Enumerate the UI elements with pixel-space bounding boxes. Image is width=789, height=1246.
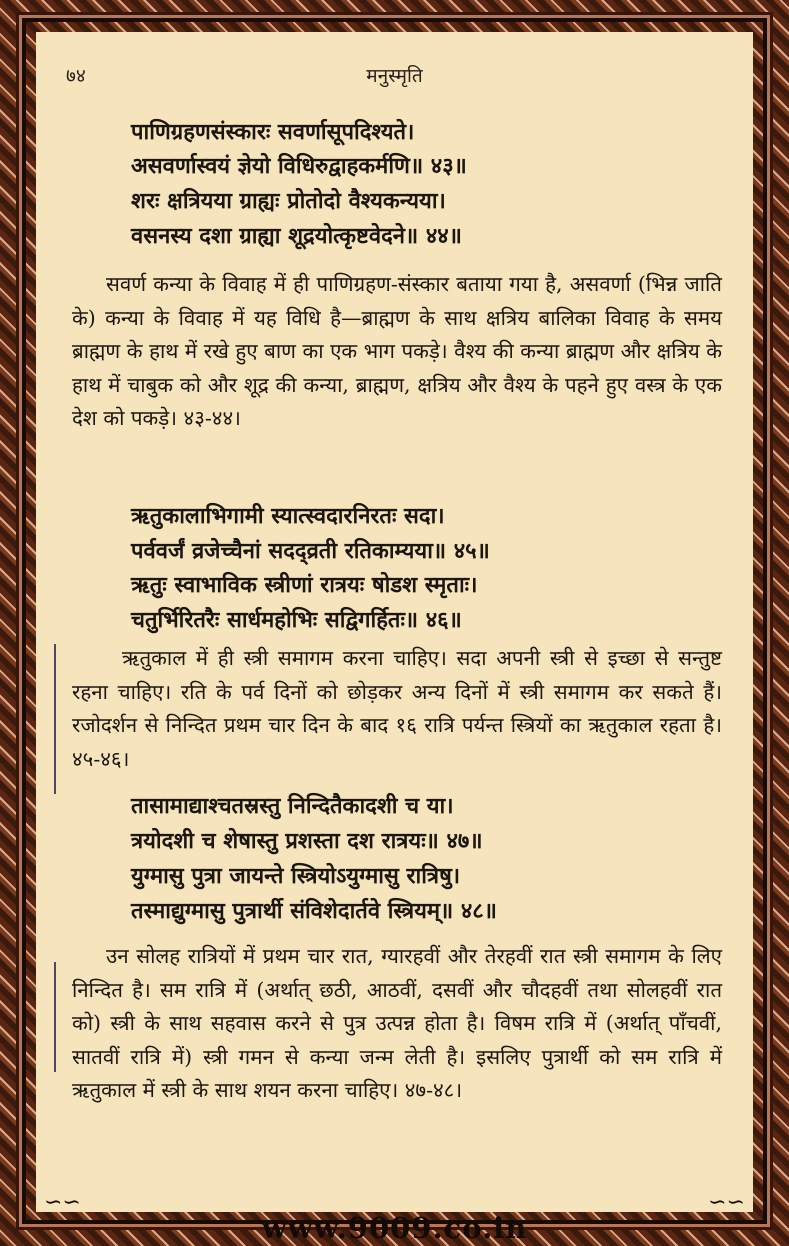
commentary-paragraph — [72, 268, 722, 436]
scroll-ornament: ∽∽ — [708, 1190, 745, 1215]
verse-line: ऋतुः स्वाभाविक स्त्रीणां रात्रयः षोडश स्मृताः। — [131, 572, 478, 598]
website-url[interactable]: www.9009.co.in — [261, 1211, 528, 1245]
page-number: ७४ — [66, 65, 86, 87]
verse-line: वसनस्य दशा ग्राह्या शूद्रयोत्कृष्टवेदने॥ ४४॥ — [131, 223, 462, 249]
handwritten-bracket — [54, 962, 56, 1072]
book-page — [36, 32, 753, 1212]
verse-line: पर्ववर्जं व्रजेच्चैनां सदद्व्रती रतिकाम्यया॥ ४५॥ — [131, 538, 490, 564]
scroll-ornament: ∽∽ — [44, 1190, 81, 1215]
handwritten-bracket — [54, 644, 56, 794]
commentary-text: उन सोलह रात्रियों में प्रथम चार रात, ग्यारहवीं और तेरहवीं रात स्त्री समागम के लिए निन्दित है। सम रात्रि में (अर्थात् छठी, आठवीं, दसवीं और चौदहवीं तथा सोलहवीं रात को) स्त्री के साथ सहवास करने से पुत्र उत्पन्न होता है। विषम रात्रि में (अर्थात् पाँचवीं, सातवीं रात्रि में) स्त्री गमन से कन्या जन्म लेती है। इसलिए पुत्रार्थी को सम रात्रि में ऋतुकाल में स्त्री के साथ शयन करना चाहिए। ४७-४८। — [72, 944, 722, 1102]
commentary-paragraph — [72, 940, 722, 1108]
commentary-text: ऋतुकाल में ही स्त्री समागम करना चाहिए। सदा अपनी स्त्री से इच्छा से सन्तुष्ट रहना चाहिए। रति के पर्व दिनों को छोड़कर अन्य दिनों में स्त्री समागम कर सकते हैं। रजोदर्शन से निन्दित प्रथम चार दिन के बाद १६ रात्रि पर्यन्त स्त्रियों का ऋतुकाल रहता है। ४५-४६। — [72, 646, 722, 771]
verse-line: तासामाद्याश्चतस्रस्तु निन्दितैकादशी च या। — [131, 793, 454, 819]
verse-line: युग्मासु पुत्रा जायन्ते स्त्रियोऽयुग्मासु रात्रिषु। — [131, 863, 461, 889]
verse-line: शरः क्षत्रियया ग्राह्यः प्रोतोदो वैश्यकन्यया। — [131, 188, 446, 214]
verse-line: तस्माद्युग्मासु पुत्रार्थी संविशेदार्तवे स्त्रियम्॥ ४८॥ — [131, 898, 497, 924]
verse-line: त्रयोदशी च शेषास्तु प्रशस्ता दश रात्रयः॥ ४७॥ — [131, 828, 483, 854]
verse-line: पाणिग्रहणसंस्कारः सवर्णासूपदिश्यते। — [131, 119, 415, 145]
page-title: मनुस्मृति — [366, 65, 423, 87]
verse-line: असवर्णास्वयं ज्ञेयो विधिरुद्वाहकर्मणि॥ ४३॥ — [131, 153, 467, 179]
commentary-text: सवर्ण कन्या के विवाह में ही पाणिग्रहण-संस्कार बताया गया है, असवर्णा (भिन्न जाति के) कन्या के विवाह में यह विधि है—ब्राह्मण के साथ क्षत्रिय बालिका विवाह के समय ब्राह्मण के हाथ में रखे हुए बाण का एक भाग पकड़े। वैश्य की कन्या ब्राह्मण और क्षत्रिय के हाथ में चाबुक को और शूद्र की कन्या, ब्राह्मण, क्षत्रिय और वैश्य के पहने हुए वस्त्र के एक देश को पकड़े। ४३-४४। — [72, 272, 722, 430]
commentary-paragraph — [72, 642, 722, 776]
page-header — [66, 62, 723, 92]
verse-line: ऋतुकालाभिगामी स्यात्स्वदारनिरतः सदा। — [131, 503, 445, 529]
verse-line: चतुर्भिरितरैः सार्धमहोभिः सद्विगर्हितः॥ ४६॥ — [131, 607, 462, 633]
